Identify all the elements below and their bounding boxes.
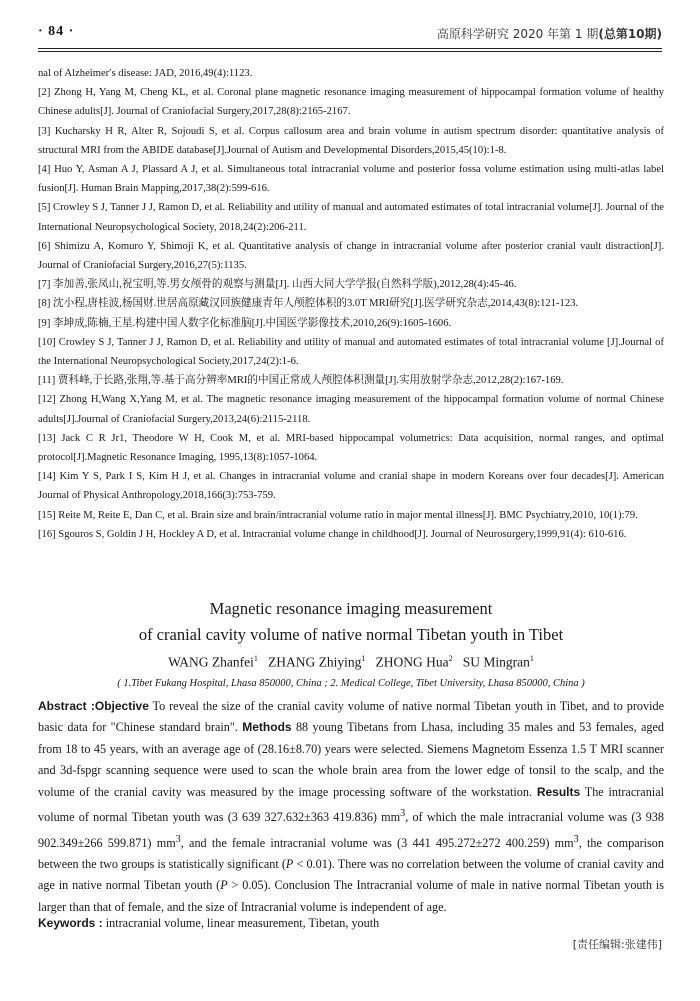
keywords-label: Keywords :: [38, 916, 103, 930]
results-text: The intracranial volume of normal Tibetan youth was (3 639 327.632±363 419.836) mm: [38, 784, 664, 825]
objective-text: To reveal the size of the cranial cavity volume of native normal Tibetan youth in Tibet, and to provide basic data for "Chinese standard brain".: [38, 699, 664, 735]
author-name: SU Mingran: [462, 654, 530, 670]
author-affiliation-mark: 1: [529, 654, 534, 663]
author-affiliation-mark: 1: [361, 654, 366, 663]
cubic-superscript: 3: [573, 833, 579, 845]
results-text: , the comparison between the two groups is statistically significant (: [38, 835, 664, 871]
p-value-symbol: P: [220, 878, 228, 893]
reference-item: [9] 李坤成,陈楠,王星.构建中国人数字化标准脑[J].中国医学影像技术,2010,26(9):1605-1606.: [38, 317, 452, 329]
reference-item: [5] Crowley S J, Tanner J J, Ramon D, et al. Reliability and utility of manual and automated estimates of total intracranial volume[J]. Journal of the International Neuropsychological Society, 2018,24(2):206-211.: [38, 202, 664, 233]
english-title-block: [38, 596, 664, 694]
results-label: Results: [536, 784, 581, 799]
author-name: ZHANG Zhiying: [268, 654, 362, 670]
affiliation-line: ( 1.Tibet Fukang Hospital, Lhasa 850000, China ; 2. Medical College, Tibet University, Lhasa 850000, China ): [117, 677, 585, 689]
responsible-editor: [责任编辑:张建伟]: [572, 938, 662, 951]
abstract-label: Abstract :: [38, 699, 95, 713]
keywords-text: intracranial volume, linear measurement, Tibetan, youth: [102, 916, 380, 930]
reference-item: [13] Jack C R Jr1, Theodore W H, Cook M, et al. MRI-based hippocampal volumetrics: Data acquisition, normal ranges, and optimal protocol[J].Magnetic Resonance Imaging, 1995,13(8):1057-1064.: [38, 432, 664, 464]
page-number: · 84 ·: [38, 24, 75, 39]
header-rule-thick: [38, 48, 662, 49]
issue-number: (总第10期): [598, 27, 662, 41]
keywords-line: [38, 913, 664, 933]
cubic-superscript: 3: [175, 833, 181, 845]
results-text: , and the female intracranial volume was (3 441 495.272±272 400.259) mm: [180, 835, 574, 850]
reference-item: [12] Zhong H,Wang X,Yang M, et al. The magnetic resonance imaging measurement of the hippocampal formation volume of normal Chinese adults[J].Journal of Craniofacial Surgery,2013,24(6):2115-2118.: [38, 394, 664, 425]
article-title-line-2: of cranial cavity volume of native normal Tibetan youth in Tibet: [138, 625, 564, 644]
article-title-line-1: Magnetic resonance imaging measurement: [209, 599, 493, 618]
reference-list: [38, 64, 664, 544]
reference-item: [14] Kim Y S, Park I S, Kim H J, et al. Changes in intracranial volume and cranial shape in modern Koreans over four decades[J]. American Journal of Physical Anthropology,2018,166(3):753-759.: [38, 471, 664, 502]
journal-name: 高原科学研究 2020 年第 1 期: [436, 27, 599, 41]
author-name: ZHONG Hua: [375, 654, 449, 670]
reference-item: nal of Alzheimer′s disease: JAD, 2016,49(4):1123.: [38, 68, 253, 79]
conclusion-text: > 0.05). Conclusion The Intracranial volume of male in native normal Tibetan youth is larger than that of female, and the size of Intracranial volume is independent of age.: [38, 878, 664, 914]
reference-item: [8] 沈小程,唐桂波,杨国财.世居高原藏汉回族健康青年人颅腔体积的3.0T MRI研究[J].医学研究杂志,2014,43(8):121-123.: [38, 298, 579, 310]
reference-item: [11] 贾科峰,于长路,张翔,等.基于高分辨率MRI的中国正常成人颅腔体积测量[J].实用放射学杂志,2012,28(2):167-169.: [38, 375, 564, 387]
author-list: [38, 648, 664, 674]
author-affiliation-mark: 1: [253, 654, 258, 663]
results-text: , of which the male intracranial volume was (3 938 902.349±266 599.871) mm: [38, 810, 664, 850]
reference-item: [15] Reite M, Reite E, Dan C, et al. Brain size and brain/intracranial volume ratio in major mental illness[J]. BMC Psychiatry,2010, 10(1):79.: [38, 509, 638, 521]
author-name: WANG Zhanfei: [168, 654, 254, 670]
cubic-superscript: 3: [400, 808, 406, 820]
abstract-paragraph: [38, 696, 664, 918]
header-rule-thin: [38, 51, 662, 52]
reference-item: [6] Shimizu A, Komuro Y, Shimoji K, et al. Quantitative analysis of change in intracranial volume after posterior cranial vault distraction[J]. Journal of Craniofacial Surgery,2016,27(5):1135.: [38, 240, 664, 272]
methods-label: Methods: [242, 720, 292, 735]
reference-item: [2] Zhong H, Yang M, Cheng KL, et al. Coronal plane magnetic resonance imaging measurement of hippocampal formation volume of healthy Chinese adults[J]. Journal of Craniofacial Surgery,2017,28(8):2165-2167.: [38, 87, 664, 118]
objective-label: Objective: [94, 699, 149, 713]
reference-item: [7] 李加善,张凤山,祝宝明,等.男女颅骨的观察与测量[J]. 山西大同大学学报(自然科学版),2012,28(4):45-46.: [38, 279, 517, 291]
author-affiliation-mark: 2: [448, 654, 453, 663]
running-header: [38, 24, 662, 44]
results-text: < 0.01). There was no correlation between the volume of cranial cavity and age in native normal Tibetan youth (: [38, 856, 664, 893]
reference-item: [16] Sgouros S, Goldin J H, Hockley A D, et al. Intracranial volume change in childhood[J]. Journal of Neurosurgery,1999,91(4): 610-616.: [38, 528, 627, 540]
reference-item: [10] Crowley S J, Tanner J J, Ramon D, et al. Reliability and utility of manual and automated estimates of total intracranial volume [J].Journal of the International Neuropsychological Society,2017,24(2):1-6.: [38, 336, 664, 368]
journal-title: [437, 25, 662, 42]
reference-item: [3] Kucharsky H R, Alter R, Sojoudi S, et al. Corpus callosum area and brain volume in autism spectrum disorder: quantitative analysis of structural MRI from the ABIDE database[J].Journal of Autism and Developmental Disorders,2015,45(10):1-8.: [38, 125, 664, 156]
methods-text: 88 young Tibetans from Lhasa, including 35 males and 53 females, aged from 18 to 45 years, with an average age of (28.16±8.70) years were selected. Siemens Magnetom Essenza 1.5 T MRI scanner and 3d-fspgr scanning sequence were used to scan the whole brain area from the lower edge of tonsil to the scalp, and the volume of the cranial cavity was measured by the image processing software of the workstation.: [38, 720, 664, 799]
reference-item: [4] Huo Y, Asman A J, Plassard A J, et al. Simultaneous total intracranial volume and posterior fossa volume estimation using multi-atlas label fusion[J]. Human Brain Mapping,2017,38(2):599-616.: [38, 164, 664, 195]
p-value-symbol: P: [285, 856, 294, 871]
